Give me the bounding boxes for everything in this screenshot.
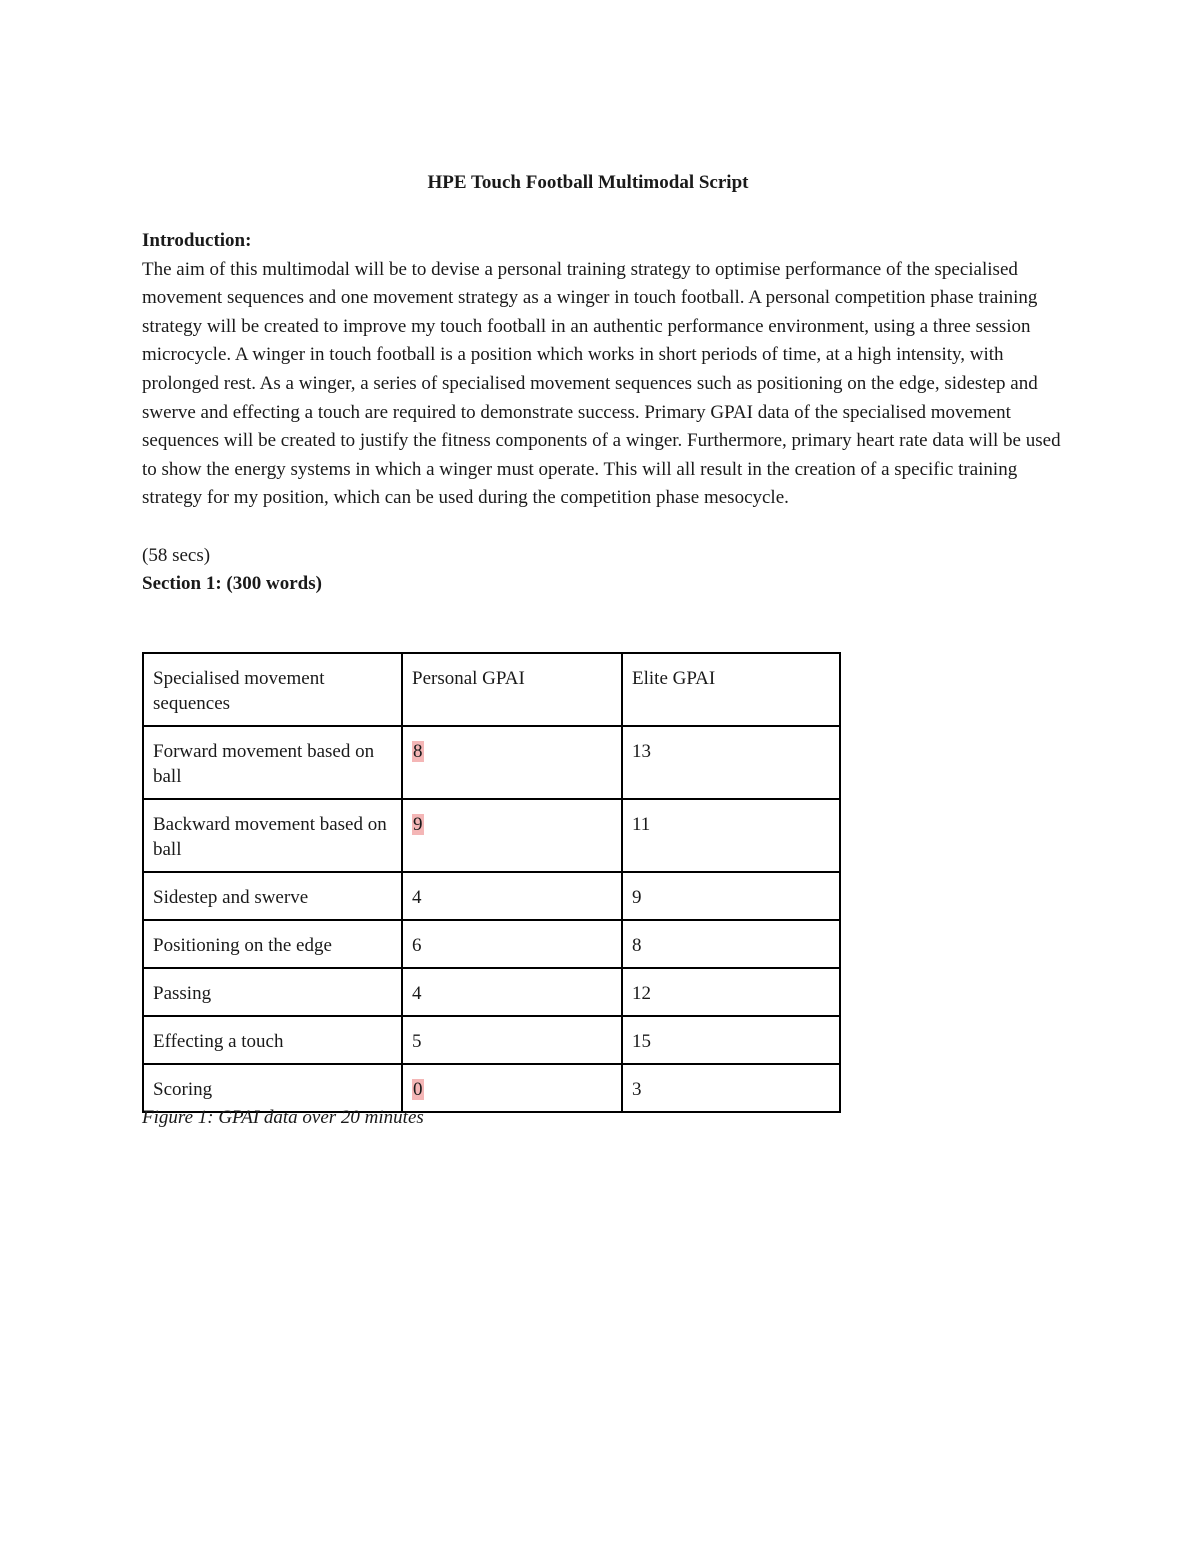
paragraph-spacer: [142, 513, 1062, 542]
highlighted-value: 9: [413, 814, 423, 835]
document-body: [142, 227, 1062, 599]
personal-gpai-cell: [402, 799, 622, 872]
personal-gpai-cell: 5: [402, 1016, 622, 1064]
personal-gpai-cell: [402, 726, 622, 799]
figure-caption: Figure 1: GPAI data over 20 minutes: [142, 1107, 424, 1128]
header-cell-elite: Elite GPAI: [622, 653, 840, 726]
elite-gpai-cell: 11: [622, 799, 840, 872]
sequence-cell: Positioning on the edge: [143, 920, 402, 968]
header-cell-personal: Personal GPAI: [402, 653, 622, 726]
header-cell-sequence: Specialised movement sequences: [143, 653, 402, 726]
elite-gpai-cell: 8: [622, 920, 840, 968]
personal-gpai-cell: 4: [402, 968, 622, 1016]
sequence-cell: Sidestep and swerve: [143, 872, 402, 920]
gpai-table: [142, 652, 841, 1113]
highlighted-value: 8: [413, 741, 423, 762]
sequence-cell: Scoring: [143, 1064, 402, 1112]
table-row: [143, 968, 840, 1016]
table-header-row: [143, 653, 840, 726]
elite-gpai-cell: 13: [622, 726, 840, 799]
table-row: [143, 920, 840, 968]
personal-gpai-cell: 4: [402, 872, 622, 920]
table-row: [143, 1016, 840, 1064]
elite-gpai-cell: 9: [622, 872, 840, 920]
sequence-cell: Forward movement based on ball: [143, 726, 402, 799]
sequence-cell: Passing: [143, 968, 402, 1016]
personal-gpai-cell: 6: [402, 920, 622, 968]
elite-gpai-cell: 3: [622, 1064, 840, 1112]
table-row: [143, 799, 840, 872]
sequence-cell: Effecting a touch: [143, 1016, 402, 1064]
table-row: [143, 726, 840, 799]
personal-gpai-cell: [402, 1064, 622, 1112]
intro-heading: Introduction:: [142, 230, 252, 251]
sequence-cell: Backward movement based on ball: [143, 799, 402, 872]
duration-note: (58 secs): [142, 544, 211, 566]
intro-paragraph: The aim of this multimodal will be to devise a personal training strategy to optimise performance of the specialised movement sequences and one movement strategy as a winger in touch football. A personal competition phase training strategy will be created to improve my touch football in an authentic performance environment, using a three session microcycle. A winger in touch football is a position which works in short periods of time, at a high intensity, with prolonged rest. As a winger, a series of specialised movement sequences such as positioning on the edge, sidestep and swerve and effecting a touch are required to demonstrate success. Primary GPAI data of the specialised movement sequences will be created to justify the fitness components of a winger. Furthermore, primary heart rate data will be used to show the energy systems in which a winger must operate. This will all result in the creation of a specific training strategy for my position, which can be used during the competition phase mesocycle.: [142, 258, 1061, 509]
elite-gpai-cell: 15: [622, 1016, 840, 1064]
table-row: [143, 872, 840, 920]
section-1-heading: Section 1: (300 words): [142, 573, 322, 595]
highlighted-value: 0: [413, 1079, 423, 1100]
elite-gpai-cell: 12: [622, 968, 840, 1016]
document-title: HPE Touch Football Multimodal Script: [427, 172, 749, 193]
